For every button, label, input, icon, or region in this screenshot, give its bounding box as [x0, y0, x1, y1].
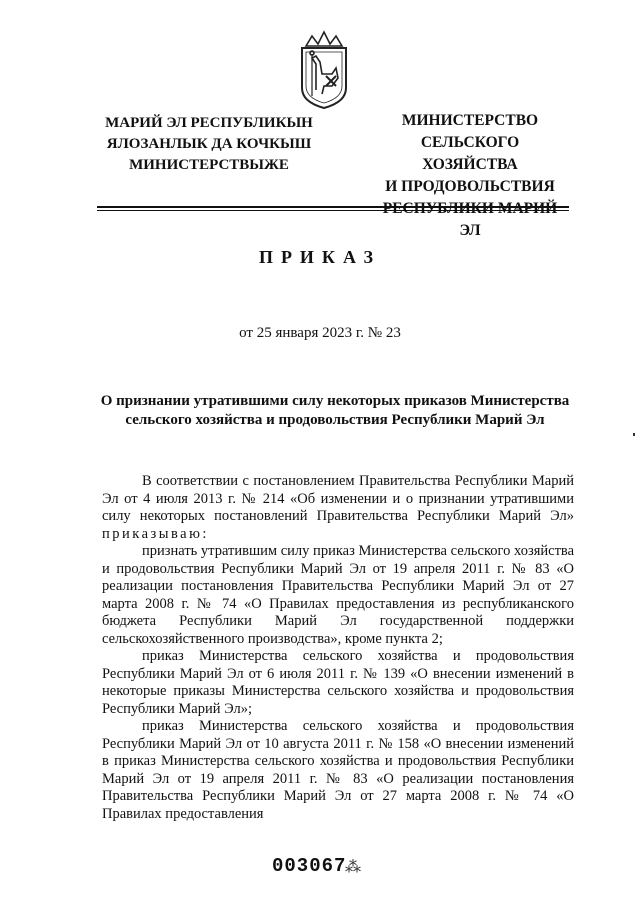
header-left-line: МАРИЙ ЭЛ РЕСПУБЛИКЫН — [105, 115, 313, 131]
header-left-line: ЯЛОЗАНЛЫК ДА КОЧКЫШ — [106, 136, 312, 152]
body-paragraph — [102, 473, 574, 543]
document-body — [102, 473, 574, 823]
header-right-block — [372, 110, 568, 242]
body-paragraph: признать утратившим силу приказ Министерства сельского хозяйства и продовольствия Республики Марий Эл от 19 апреля 2011 г. № 83 «О реализации постановления Правительства Республики Марий Эл от 27 марта 2008 г. № 74 «О Правилах предоставления из республиканского бюджета Республики Марий Эл государственной поддержки сельскохозяйственного производства», кроме пункта 2; — [102, 543, 574, 647]
order-word: приказываю: — [102, 525, 209, 542]
header-divider-thin — [97, 210, 569, 211]
header-divider-thick — [97, 206, 569, 208]
header-right-line: РЕСПУБЛИКИ МАРИЙ ЭЛ — [382, 200, 558, 239]
body-paragraph: приказ Министерства сельского хозяйства и продовольствия Республики Марий Эл от 10 августа 2011 г. № 158 «О внесении изменений в приказ Министерства сельского хозяйства и продовольствия Республики Марий Эл от 19 апреля 2011 г. № 83 «О реализации постановления Правительства Республики Марий Эл от 27 марта 2008 г. № 74 «О Правилах предоставления — [102, 718, 574, 822]
header-left-line: МИНИСТЕРСТВЫЖЕ — [129, 157, 289, 173]
footer-mark: ⁂ — [345, 859, 361, 876]
header-right-line: СЕЛЬСКОГО ХОЗЯЙСТВА — [420, 134, 520, 173]
subject-line: сельского хозяйства и продовольствия Республики Марий Эл — [125, 412, 545, 428]
document-date-line: от 25 января 2023 г. № 23 — [239, 325, 401, 341]
body-paragraph: приказ Министерства сельского хозяйства и продовольствия Республики Марий Эл от 6 июля 2011 г. № 139 «О внесении изменений в некоторые приказы Министерства сельского хозяйства и продовольствия Республики Марий Эл»; — [102, 648, 574, 717]
document-subject — [96, 392, 574, 430]
header-right-line: И ПРОДОВОЛЬСТВИЯ — [385, 178, 555, 195]
coat-of-arms-emblem — [292, 28, 356, 110]
serial-number: 003067 — [272, 855, 347, 877]
scan-edge-mark — [633, 433, 635, 436]
paragraph-text: В соответствии с постановлением Правительства Республики Марий Эл от 4 июля 2013 г. № 214 «Об изменении и о признании утратившими силу некоторых постановлений Правительства Республики Марий Эл» — [102, 473, 574, 524]
subject-line: О признании утратившими силу некоторых приказов Министерства — [100, 393, 570, 409]
header-right-line: МИНИСТЕРСТВО — [401, 112, 539, 129]
header-left-block — [98, 113, 320, 176]
document-title: ПРИКАЗ — [258, 247, 382, 267]
